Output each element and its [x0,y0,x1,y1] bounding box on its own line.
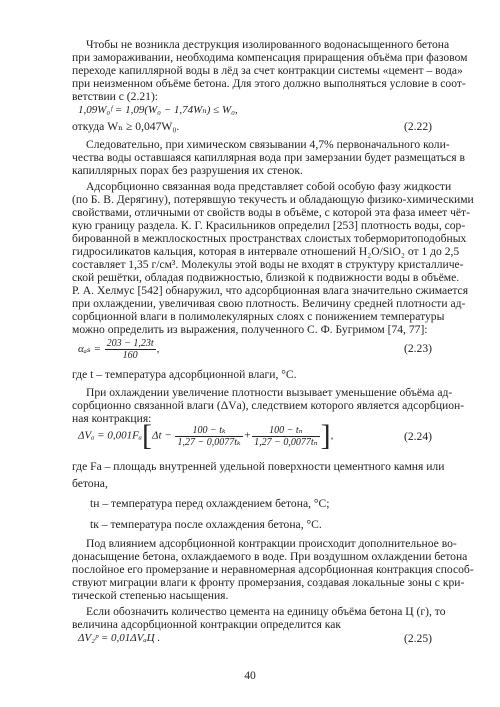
formula-lhs: αₐₛ = [78,343,101,356]
page-number: 40 [244,669,256,682]
text-line: величина адсорбционной контракции определится как [72,618,342,631]
fraction [175,425,242,448]
formula-inequality: 1,09W₀ᶠ = 1,09(W₀ − 1,74Wₙ) ≤ W₀, [78,104,238,116]
text-line: тической степенью насыщения. [72,589,229,602]
text-line: Чтобы не возникла деструкция изолированного водонасыщенного бетона [86,38,450,51]
text-line: гидросиликатов кальция, которая в интервале отношений H₂O/SiO₂ от 1 до 2,5 [72,245,460,258]
text-line: ветствии с (2.21): [72,90,159,103]
text-line: капиллярных порах без разрушения их стенок. [72,164,303,177]
text-line: при охлаждении, увеличивая свою плотность. Величину средней плотности ад- [72,297,466,310]
text-line: сорбционно связанной влаги (ΔVа), следствием которого является адсорбцион- [72,399,465,412]
text-line: (по Б. В. Дерягину), потерявшую текучесть и обладающую физико-химическими [72,193,474,206]
text-line: Адсорбционно связанная вода представляет собой особую фазу жидкости [86,180,452,193]
formula-plus: + [243,429,252,442]
text-line: при неизменном объёме бетона. Для этого должно выполняться условие в соот- [72,77,466,90]
text-line: Р. А. Хелмус [542] обнаружил, что адсорбционная влага значительно сжимается [72,284,469,297]
fraction-numerator: 100 − tₖ [175,425,242,437]
fraction [252,425,320,448]
text-line: составляет 1,35 г/см³. Молекулы этой воды не входят в структуру кристалличе- [72,258,464,271]
formula-result: откуда Wₙ ≥ 0,047W₀. [72,120,180,133]
text-line: Если обозначить количество цемента на единицу объёма бетона Ц (г), то [86,605,446,618]
equation-number: (2.22) [403,120,432,133]
bracket-close: ] [320,419,331,452]
text-line: донасыщение бетона, охлаждаемого в воде. При воздушном охлаждении бетона [72,550,468,563]
bracket-open: [ [142,419,153,452]
fraction-denominator: 1,27 − 0,0077tₖ [177,436,241,448]
text-line: при замораживании, необходима компенсация приращения объёма при фазовом [72,51,468,64]
fraction-numerator: 203 − 1,23t [106,338,154,349]
text-line: Следовательно, при химическом связывании 4,7% первоначального коли- [86,138,450,151]
text-line: tк – температура после охлаждения бетона, °С. [90,518,322,531]
formula-adsorption: ΔV₂ᵖ = 0,01ΔVₐЦ . [78,632,161,644]
text-line: ная контракция: [72,412,152,425]
text-line: tн – температура перед охлаждением бетона, °С; [90,497,330,510]
text-line: бетона, [72,477,108,490]
text-line: можно определить из выражения, полученного С. Ф. Бугримом [74, 77]: [72,323,428,336]
text-line: кую границу раздела. К. Г. Красильников определил [253] плотность воды, сор- [72,219,466,232]
fraction-denominator: 1,27 − 0,0077tₙ [254,436,318,448]
text-line: свойствами, отличными от свойств воды в объёме, с которой эта фаза имеет чёт- [72,206,470,219]
text-line: Под влиянием адсорбционной контракции происходит дополнительное во- [86,537,457,550]
equation-number: (2.24) [403,430,432,443]
fraction-numerator: 100 − tₙ [252,425,320,437]
formula-contraction [78,419,334,452]
formula-tail: , [330,429,334,442]
fraction [105,338,156,361]
formula-density [78,338,159,361]
text-line: ской решётки, обладая подвижностью, близкой к подвижности воды в объёме. [72,271,460,284]
equation-number: (2.25) [403,632,432,645]
text-line: где t – температура адсорбционной влаги, °С. [72,368,297,381]
formula-tail: , [156,343,160,356]
text-line: ствуют миграции влаги к фронту промерзания, создавая локальные зоны с кри- [72,576,465,589]
formula-lhs: ΔVₐ = 0,001Fₐ [78,429,143,442]
text-line: переходе капиллярной воды в лёд за счет контракции системы «цемент – вода» [72,64,463,77]
formula-term: Δt − [152,429,172,442]
text-line: бированной в межплоскостных пространствах слоистых тоберморитоподобных [72,232,467,245]
text-line: сорбционной влаги в полимолекулярных слоях с понижением температуры [72,310,445,323]
text-line: послойное его промерзание и неравномерная адсорбционная контракция способ- [72,563,474,576]
equation-number: (2.23) [403,342,432,355]
text-line: При охлаждении увеличение плотности вызывает уменьшение объёма ад- [86,386,453,399]
text-line: чества воды оставшаяся капиллярная вода при замерзании будет размещаться в [72,151,465,164]
text-line: где Fа – площадь внутренней удельной поверхности цементного камня или [72,460,445,473]
fraction-denominator: 160 [122,350,138,361]
